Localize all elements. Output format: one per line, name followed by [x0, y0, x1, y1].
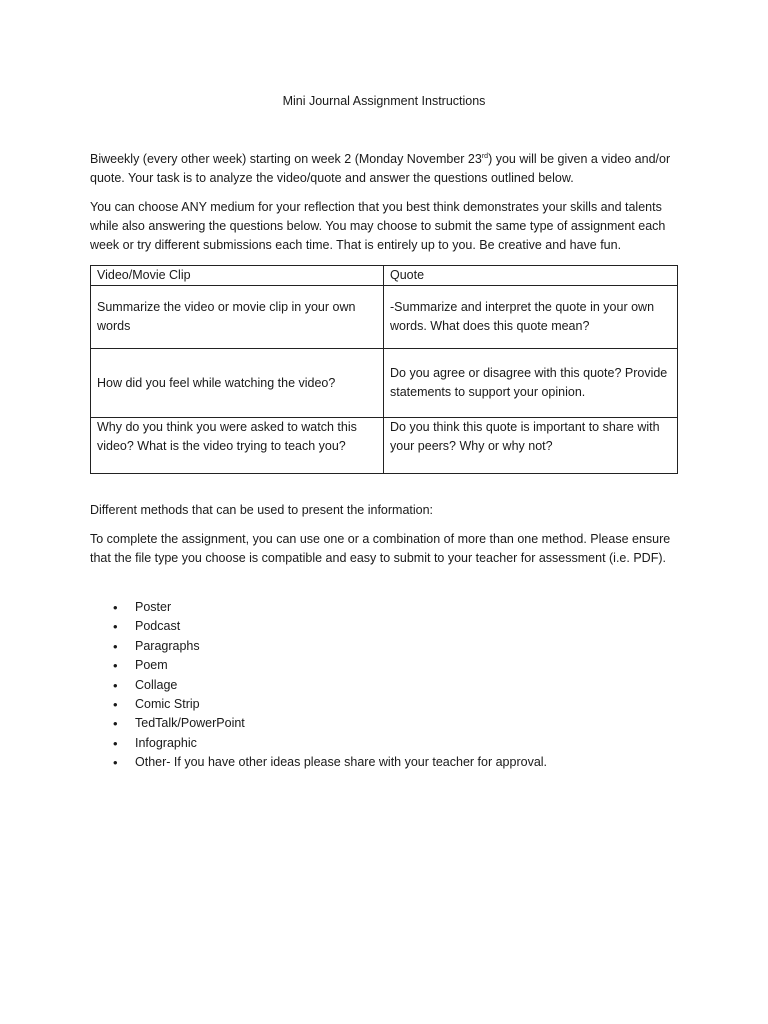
bullet-icon: • [113, 638, 118, 654]
list-item-text: Comic Strip [135, 696, 200, 711]
intro-text-start: Biweekly (every other week) starting on week 2 (Monday November 23 [90, 152, 482, 166]
list-item-text: Poster [135, 600, 172, 614]
bullet-icon: • [113, 658, 118, 674]
bullet-icon: • [113, 735, 118, 751]
intro-paragraph [90, 150, 690, 188]
methods-paragraph: To complete the assignment, you can use one or a combination of more than one method. Please ensure that the file type you choose is compatible and easy to submit to your teacher for assessment (i.e. PDF). [90, 532, 671, 565]
table-cell-quote [384, 286, 678, 349]
bullet-icon: • [113, 600, 118, 615]
bullet-icon: • [113, 755, 118, 771]
list-item [113, 617, 547, 636]
table-cell-text: How did you feel while watching the video? [97, 375, 336, 390]
bullet-icon: • [113, 696, 118, 712]
table-row [91, 286, 678, 349]
table-cell-video [91, 418, 384, 474]
list-item-text: TedTalk/PowerPoint [135, 716, 245, 731]
table-header-row [91, 266, 678, 286]
table-cell-text: Why do you think you were asked to watch this video? What is the video trying to teach you? [97, 420, 357, 453]
list-item [113, 637, 547, 656]
table-header-video: Video/Movie Clip [91, 266, 384, 286]
table-cell-video [91, 286, 384, 349]
table-row [91, 349, 678, 418]
list-item-text: Podcast [135, 619, 181, 634]
questions-table [90, 265, 678, 474]
list-item-text: Collage [135, 677, 178, 692]
table-cell-video [91, 349, 384, 418]
methods-heading: Different methods that can be used to present the information: [90, 503, 434, 517]
list-item-text: Paragraphs [135, 638, 200, 653]
list-item [113, 695, 547, 714]
list-item [113, 676, 547, 695]
list-item [113, 734, 547, 753]
intro-text-end: ) you will be given a video and/or quote. Your task is to analyze the video/quote and answer the questions outlined below. [90, 152, 671, 185]
intro-ordinal-suffix: rd [481, 152, 489, 160]
table-cell-text: Do you agree or disagree with this quote? Provide statements to support your opinion. [390, 366, 668, 399]
table-row [91, 418, 678, 474]
table-cell-text: Summarize the video or movie clip in your own words [97, 300, 356, 333]
table-cell-quote [384, 349, 678, 418]
table-header-quote: Quote [384, 266, 678, 286]
table-cell-text: -Summarize and interpret the quote in your own words. What does this quote mean? [390, 300, 655, 333]
list-item-text: Infographic [135, 735, 197, 750]
list-item-text: Other- If you have other ideas please share with your teacher for approval. [135, 755, 548, 770]
list-item [113, 656, 547, 675]
list-item-text: Poem [135, 658, 168, 673]
bullet-icon: • [113, 619, 118, 635]
list-item [113, 598, 547, 617]
document-title: Mini Journal Assignment Instructions [282, 94, 486, 108]
methods-list [113, 598, 547, 773]
medium-paragraph: You can choose ANY medium for your reflection that you best think demonstrates your skills and talents while also answering the questions below. You may choose to submit the same type of assignment each week or try different submissions each time. That is entirely up to you. Be creative and have fun. [90, 200, 666, 252]
table-cell-quote [384, 418, 678, 474]
list-item [113, 714, 547, 733]
bullet-icon: • [113, 677, 118, 693]
table-cell-text: Do you think this quote is important to share with your peers? Why or why not? [390, 420, 660, 453]
list-item [113, 753, 547, 772]
bullet-icon: • [113, 716, 118, 732]
